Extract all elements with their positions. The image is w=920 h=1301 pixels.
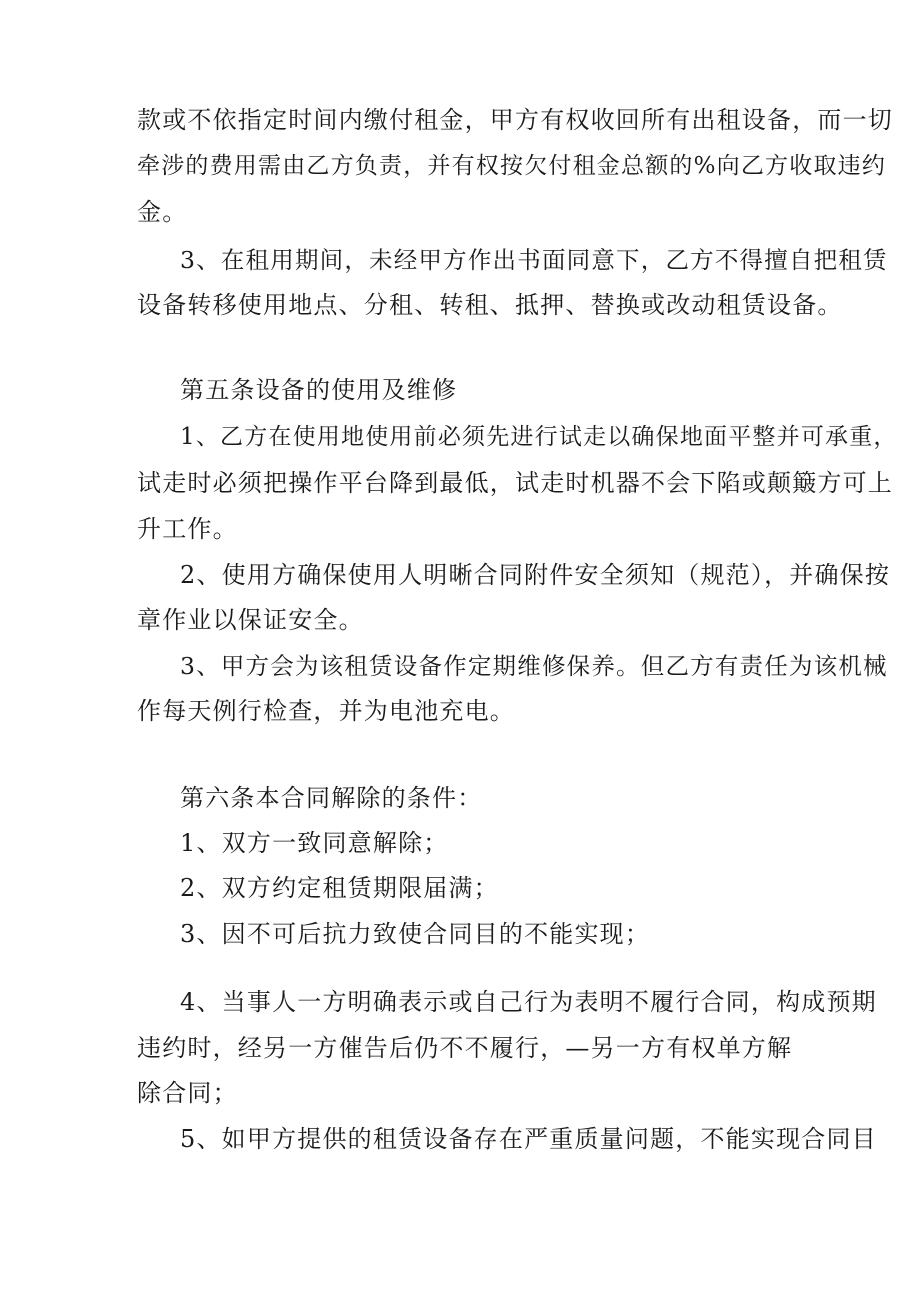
clause-6-4-line-2: 违约时，经另一方催告后仍不不履行，—另一方有权单方解 — [137, 1034, 793, 1062]
clause-5-3-line-1: 3、甲方会为该租赁设备作定期维修保养。但乙方有责任为该机械 — [180, 652, 888, 680]
clause-5-1-line-1: 1、乙方在使用地使用前必须先进行试走以确保地面平整并可承重， — [180, 424, 898, 450]
clause-6-4-line-3: 除合同； — [137, 1079, 238, 1107]
clause-5-3-line-2: 作每天例行检查，并为电池充电。 — [137, 697, 515, 725]
continuation-line-3: 金。 — [137, 198, 188, 226]
continuation-line-1: 款或不依指定时间内缴付租金，甲方有权收回所有出租设备，而一切 — [137, 106, 893, 134]
clause-5-2-line-2: 章作业以保证安全。 — [137, 606, 364, 634]
article-6-heading: 第六条本合同解除的条件： — [180, 784, 483, 812]
clause-6-1: 1、双方一致同意解除； — [180, 829, 449, 857]
clause-5-2-line-1: 2、使用方确保使用人明晰合同附件安全须知（规范），并确保按 — [180, 561, 891, 589]
clause-6-5-line-1: 5、如甲方提供的租赁设备存在严重质量问题，不能实现合同目 — [180, 1125, 877, 1153]
clause-4-3-line-2: 设备转移使用地点、分租、转租、抵押、替换或改动租赁设备。 — [137, 291, 843, 319]
clause-5-1-line-2: 试走时必须把操作平台降到最低，试走时机器不会下陷或颠簸方可上 — [137, 469, 893, 497]
clause-4-3-line-1: 3、在租用期间，未经甲方作出书面同意下，乙方不得擅自把租赁 — [180, 246, 888, 274]
clause-6-4-line-1: 4、当事人一方明确表示或自己行为表明不履行合同，构成预期 — [180, 988, 877, 1016]
clause-6-3: 3、因不可后抗力致使合同目的不能实现； — [180, 920, 651, 948]
article-5-heading: 第五条设备的使用及维修 — [180, 376, 458, 404]
clause-6-2: 2、双方约定租赁期限届满； — [180, 874, 499, 902]
continuation-line-2: 牵涉的费用需由乙方负责，并有权按欠付租金总额的%向乙方收取违约 — [137, 153, 887, 179]
clause-5-1-line-3: 升工作。 — [137, 515, 238, 543]
